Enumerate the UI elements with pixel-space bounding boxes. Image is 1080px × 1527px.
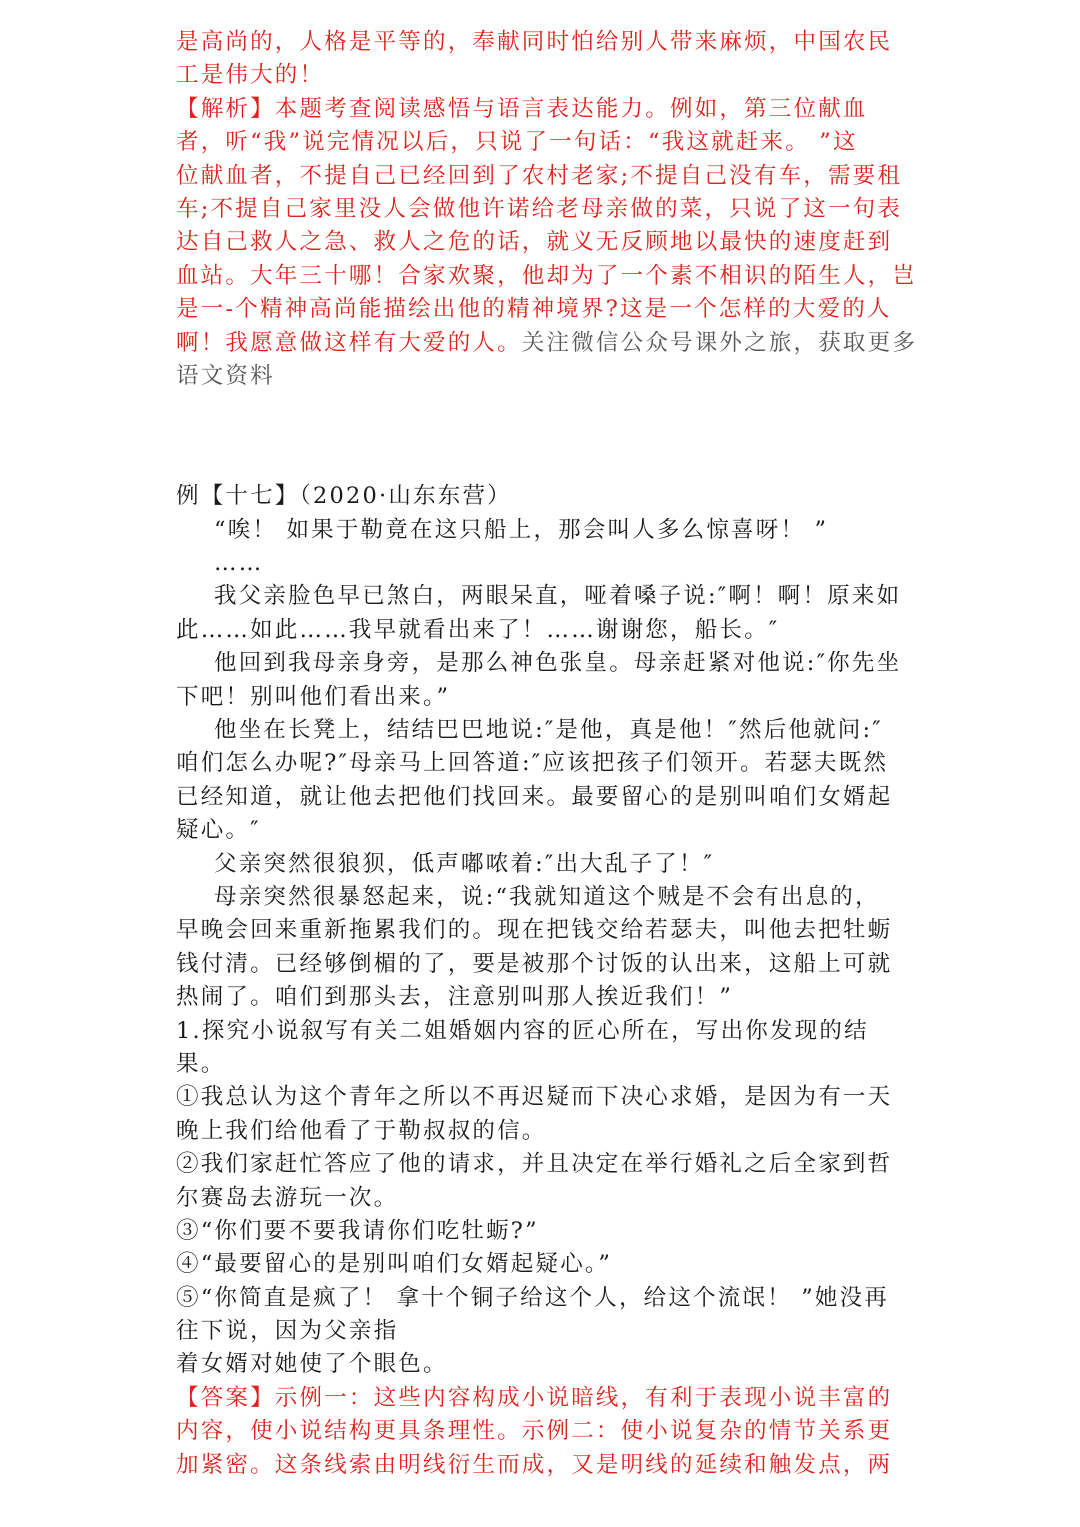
analysis-section	[176, 93, 918, 394]
option-line: ③“你们要不要我请你们吃牡蛎?”	[176, 1217, 539, 1244]
analysis-line-end: 啊！我愿意做这样有大爱的人。	[176, 329, 522, 356]
passage-line: 他坐在长凳上，结结巴巴地说:″是他，真是他！″然后他就问:″	[214, 717, 883, 744]
question-line: 1.探究小说叙写有关二姐婚姻内容的匠心所在，写出你发现的结	[176, 1017, 869, 1044]
option-line: 往下说，因为父亲指	[176, 1318, 399, 1345]
answer-line: 【答案】示例一：这些内容构成小说暗线，有利于表现小说丰富的	[176, 1384, 893, 1411]
passage-line: 已经知道，就让他去把他们找回来。最要留心的是别叫咱们女婿起	[176, 783, 893, 810]
option-line: ④“最要留心的是别叫咱们女婿起疑心。”	[176, 1251, 613, 1278]
option-line: ①我总认为这个青年之所以不再迟疑而下决心求婚，是因为有一天	[176, 1084, 893, 1111]
analysis-line-mixed	[176, 327, 918, 360]
option-line: ⑤“你简直是疯了！ 拿十个铜子给这个人，给这个流氓！ ”她没再	[176, 1284, 890, 1311]
section-spacer	[176, 393, 906, 480]
passage-line: 父亲突然很狼狈，低声嘟哝着:″出大乱子了！″	[214, 850, 715, 877]
question-options	[176, 1081, 906, 1382]
promo-text-end: 语文资料	[176, 362, 275, 389]
passage-line: 疑心。″	[176, 817, 261, 844]
option-line: 晚上我们给他看了于勒叔叔的信。	[176, 1117, 547, 1144]
passage-line: ……	[214, 550, 264, 577]
passage-line: 早晚会回来重新拖累我们的。现在把钱交给若瑟夫，叫他去把牡蛎	[176, 917, 893, 944]
passage-line: 我父亲脸色早已煞白，两眼呆直，哑着嗓子说:″啊！啊！原来如	[214, 583, 902, 610]
example-heading: 例【十七】（2020·山东东营）	[176, 483, 512, 510]
passage-line: 咱们怎么办呢?″母亲马上回答道:″应该把孩子们领开。若瑟夫既然	[176, 750, 889, 777]
answer-text-line: 工是伟大的！	[176, 62, 325, 89]
question	[176, 1015, 906, 1082]
analysis-line: 车;不提自己家里没人会做他许诺给老母亲做的菜，只说了这一句表	[176, 195, 903, 222]
analysis-continued	[176, 26, 918, 393]
promo-text: 关注微信公众号课外之旅，获取更多	[521, 329, 918, 356]
passage-line: 热闹了。咱们到那头去，注意别叫那人挨近我们！”	[176, 984, 734, 1011]
passage-line: 此……如此……我早就看出来了！……谢谢您，船长。″	[176, 616, 780, 643]
analysis-line: 达自己救人之急、救人之危的话，就义无反顾地以最快的速度赶到	[176, 229, 893, 256]
passage-line: 母亲突然很暴怒起来，说:“我就知道这个贼是不会有出息的，	[214, 883, 880, 910]
answer-line: 加紧密。这条线索由明线衍生而成，又是明线的延续和触发点，两	[176, 1451, 893, 1478]
answer-section	[176, 1382, 906, 1482]
analysis-line: 位献血者，不提自己已经回到了农村老家;不提自己没有车，需要租	[176, 162, 903, 189]
document-page	[176, 26, 918, 1482]
analysis-line: 是一-个精神高尚能描绘出他的精神境界?这是一个怎样的大爱的人	[176, 296, 892, 323]
option-line: 尔赛岛去游玩一次。	[176, 1184, 399, 1211]
passage-line: 他回到我母亲身旁，是那么神色张皇。母亲赶紧对他说:″你先坐	[214, 650, 902, 677]
analysis-line: 【解析】本题考查阅读感悟与语言表达能力。例如，第三位献血	[176, 95, 868, 122]
passage-line: 下吧！别叫他们看出来。”	[176, 683, 451, 710]
example-section	[176, 480, 906, 1482]
analysis-line: 者，听“我”说完情况以后，只说了一句话：“我这就赶来。 ”这	[176, 129, 858, 156]
passage-line: 钱付清。已经够倒楣的了，要是被那个讨饭的认出来，这船上可就	[176, 950, 893, 977]
question-line: 果。	[176, 1050, 226, 1077]
answer-line: 内容，使小说结构更具条理性。示例二：使小说复杂的情节关系更	[176, 1418, 893, 1445]
answer-text-line: 是高尚的，人格是平等的，奉献同时怕给别人带来麻烦，中国农民	[176, 29, 893, 55]
option-line: 着女婿对她使了个眼色。	[176, 1351, 448, 1378]
option-line: ②我们家赶忙答应了他的请求，并且决定在举行婚礼之后全家到哲	[176, 1151, 893, 1178]
passage-line: “唉！ 如果于勒竟在这只船上，那会叫人多么惊喜呀！ ”	[214, 516, 829, 543]
story-passage	[176, 514, 906, 1015]
analysis-line: 血站。大年三十哪！合家欢聚，他却为了一个素不相识的陌生人，岂	[176, 262, 918, 289]
